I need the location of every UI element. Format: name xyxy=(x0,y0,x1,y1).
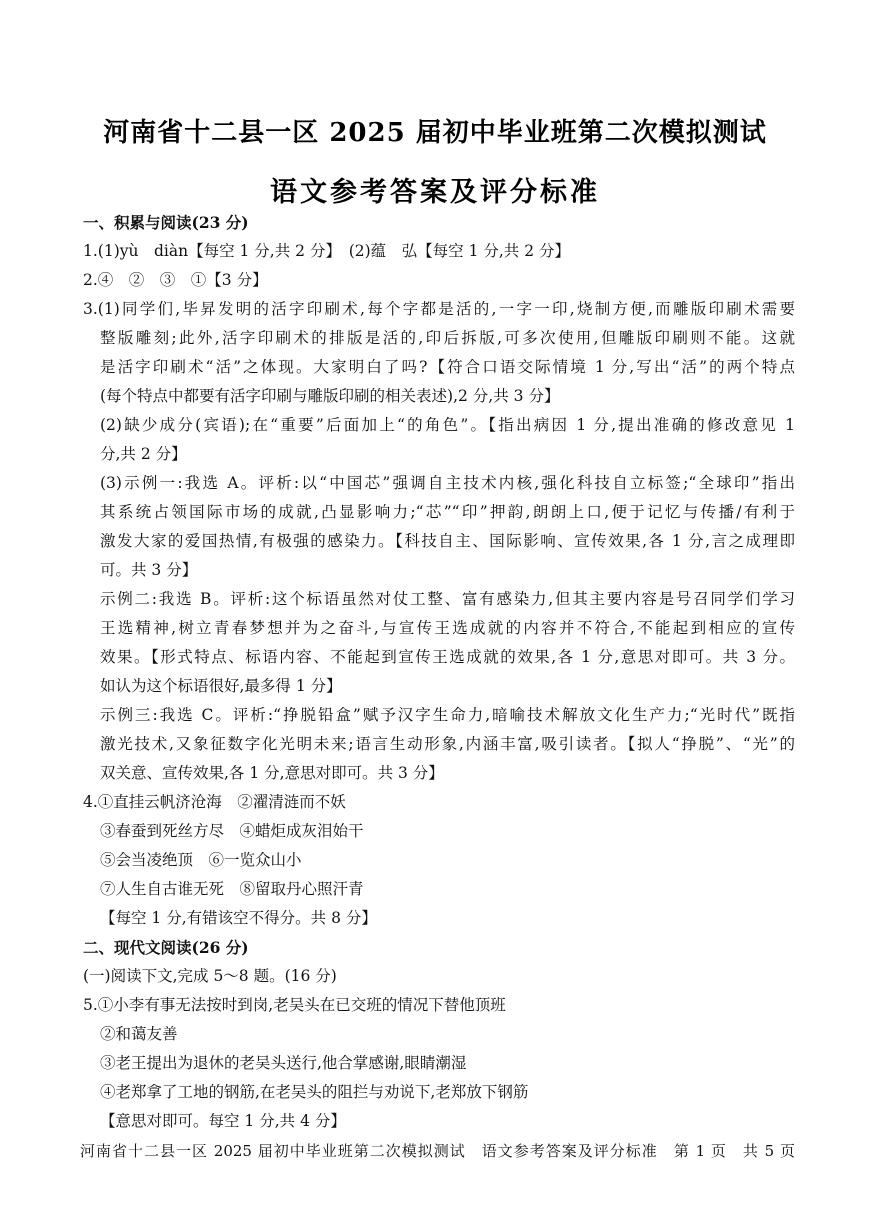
answer-line: 激发大家的爱国热情,有极强的感染力。【科技自主、国际影响、宣传效果,各 1 分,言之成理即 xyxy=(100,532,795,550)
answer-line: 如认为这个标语很好,最多得 1 分】 xyxy=(100,677,342,695)
answer-line: 2.④ ② ③ ①【3 分】 xyxy=(83,271,268,289)
answer-line: 分,共 2 分】 xyxy=(100,445,187,463)
answer-line: ⑤会当凌绝顶 ⑥一览众山小 xyxy=(100,851,302,869)
answer-line: 示例二:我选 B。评析:这个标语虽然对仗工整、富有感染力,但其主要内容是号召同学们学习 xyxy=(100,590,795,608)
answer-line: 3.(1)同学们,毕昇发明的活字印刷术,每个字都是活的,一字一印,烧制方便,而雕版印刷术需要 xyxy=(83,300,795,318)
section-heading: 一、积累与阅读(23 分) xyxy=(83,213,249,232)
answer-line: (3)示例一:我选 A。评析:以“中国芯”强调自主技术内核,强化科技自立标签;“全球印”指出 xyxy=(100,474,795,492)
answer-line: 1.(1)yù diàn【每空 1 分,共 2 分】 (2)蕴 弘【每空 1 分,共 2 分】 xyxy=(83,242,571,260)
section-heading: 二、现代文阅读(26 分) xyxy=(83,938,249,957)
answer-line: 是活字印刷术“活”之体现。大家明白了吗?【符合口语交际情境 1 分,写出“活”的两个特点 xyxy=(100,358,795,376)
answer-content xyxy=(83,208,795,1136)
page-footer: 河南省十二县一区 2025 届初中毕业班第二次模拟测试 语文参考答案及评分标准 第 1 页 共 5 页 xyxy=(80,1142,795,1160)
answer-line: 整版雕刻;此外,活字印刷术的排版是活的,印后拆版,可多次使用,但雕版印刷则不能。这就 xyxy=(100,329,795,347)
answer-line: 示例三:我选 C。评析:“挣脱铅盒”赋予汉字生命力,暗喻技术解放文化生产力;“光时代”既指 xyxy=(100,706,795,724)
answer-line: 5.①小李有事无法按时到岗,老吴头在已交班的情况下替他顶班 xyxy=(83,996,506,1014)
page-subtitle: 语文参考答案及评分标准 xyxy=(270,177,600,208)
answer-line: 【每空 1 分,有错该空不得分。共 8 分】 xyxy=(100,909,377,927)
answer-line: 【意思对即可。每空 1 分,共 4 分】 xyxy=(100,1112,346,1130)
answer-line: (每个特点中都要有活字印刷与雕版印刷的相关表述),2 分,共 3 分】 xyxy=(100,387,560,405)
answer-line: 效果。【形式特点、标语内容、不能起到宣传王选成就的效果,各 1 分,意思对即可。共 3 分。 xyxy=(100,648,795,666)
page-title: 河南省十二县一区 2025 届初中毕业班第二次模拟测试 xyxy=(103,118,767,148)
answer-line: 双关意、宣传效果,各 1 分,意思对即可。共 3 分】 xyxy=(100,764,444,782)
answer-line: 激光技术,又象征数字化光明未来;语言生动形象,内涵丰富,吸引读者。【拟人“挣脱”、“光”的 xyxy=(100,735,795,753)
answer-line: (一)阅读下文,完成 5～8 题。(16 分) xyxy=(83,967,337,985)
answer-line: (2)缺少成分(宾语);在“重要”后面加上“的角色”。【指出病因 1 分,提出准确的修改意见 1 xyxy=(100,416,795,434)
answer-line: ②和蔼友善 xyxy=(100,1025,178,1043)
answer-line: ④老郑拿了工地的钢筋,在老吴头的阻拦与劝说下,老郑放下钢筋 xyxy=(100,1083,529,1101)
answer-line: ③春蚕到死丝方尽 ④蜡炬成灰泪始干 xyxy=(100,822,364,840)
answer-line: ③老王提出为退休的老吴头送行,他合掌感谢,眼睛潮湿 xyxy=(100,1054,467,1072)
answer-line: 4.①直挂云帆济沧海 ②濯清涟而不妖 xyxy=(83,793,346,811)
answer-line: ⑦人生自古谁无死 ⑧留取丹心照汗青 xyxy=(100,880,364,898)
answer-line: 可。共 3 分】 xyxy=(100,561,198,579)
answer-line: 王选精神,树立青春梦想并为之奋斗,与宣传王选成就的内容并不符合,不能起到相应的宣传 xyxy=(100,619,795,637)
answer-line: 其系统占领国际市场的成就,凸显影响力;“芯”“印”押韵,朗朗上口,便于记忆与传播/有利于 xyxy=(100,503,795,521)
